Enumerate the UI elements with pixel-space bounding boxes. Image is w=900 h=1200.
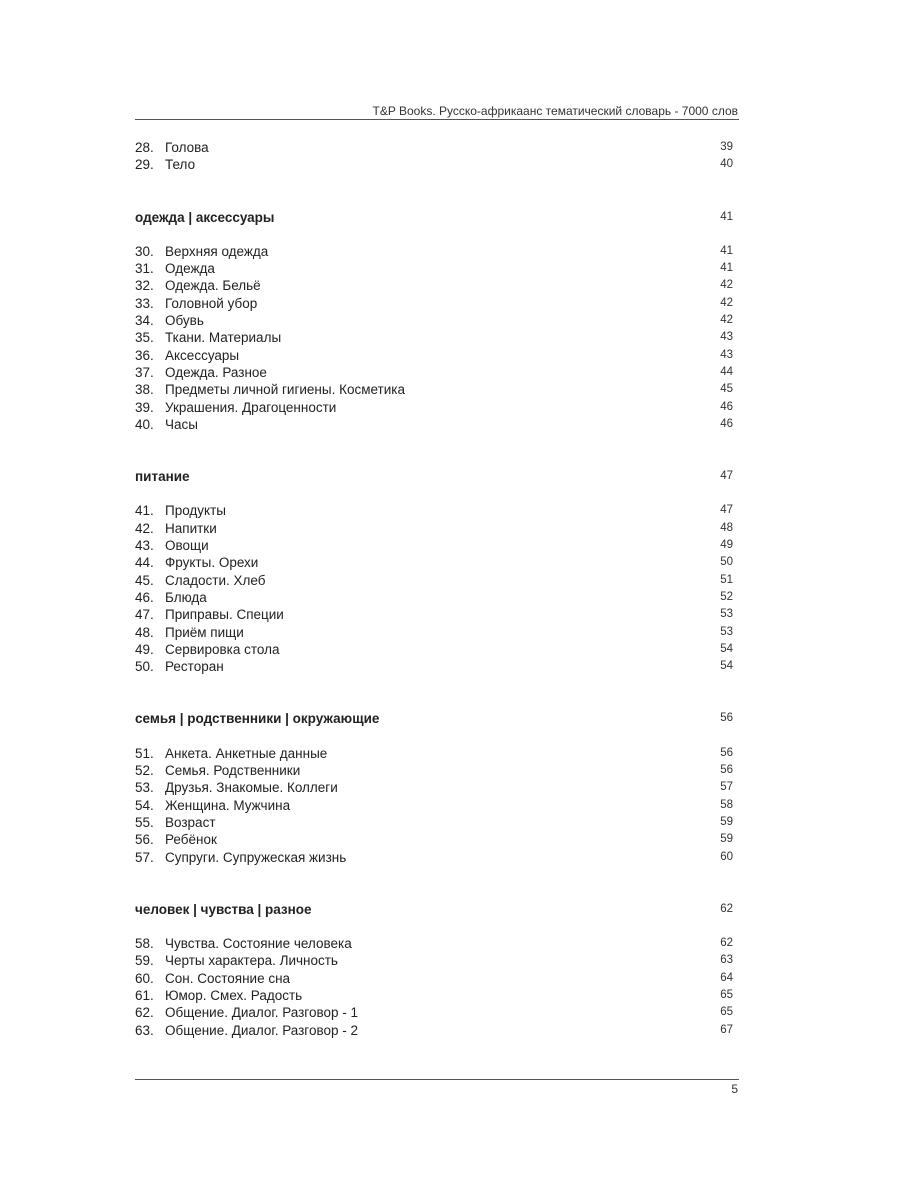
toc-entry-title: Блюда (165, 589, 207, 605)
toc-section-title: человек | чувства | разное (135, 901, 312, 917)
toc-entry-number: 32. (135, 278, 154, 294)
toc-entry-number: 60. (135, 970, 154, 986)
toc-entry (135, 779, 733, 796)
toc-entry-title: Юмор. Смех. Радость (165, 987, 303, 1003)
toc-section-title: одежда | аксессуары (135, 209, 275, 225)
toc-entry-page: 42 (720, 279, 733, 292)
toc-entry-page: 40 (720, 158, 733, 171)
toc-entry (135, 347, 733, 364)
toc-entry-page: 54 (720, 660, 733, 673)
toc-entry-number: 46. (135, 589, 154, 605)
toc-entry-page: 46 (720, 417, 733, 430)
header-title: T&P Books. Русско-африкаанс тематический словарь - 7000 слов (372, 104, 738, 118)
toc-entry (135, 952, 733, 969)
toc-entry-page: 51 (720, 573, 733, 586)
toc-entry-number: 28. (135, 140, 154, 155)
toc-entry-page: 67 (720, 1023, 733, 1036)
toc-entry-number: 56. (135, 832, 154, 848)
toc-entry-number: 55. (135, 814, 154, 830)
toc-entry-number: 30. (135, 243, 154, 259)
toc-entry (135, 381, 733, 398)
toc-entry-title: Чувства. Состояние человека (165, 936, 352, 952)
toc-entry-title: Ресторан (165, 659, 224, 675)
toc-entry-number: 62. (135, 1005, 154, 1021)
toc-entry-page: 41 (720, 244, 733, 257)
toc-entry-page: 53 (720, 608, 733, 621)
toc-entry-title: Сладости. Хлеб (165, 572, 266, 588)
toc-entry-number: 31. (135, 261, 154, 277)
toc-entry (135, 295, 733, 312)
toc-entry-title: Аксессуары (165, 347, 240, 363)
toc-entry (135, 589, 733, 606)
toc-entry (135, 312, 733, 329)
toc-entry-number: 41. (135, 503, 154, 519)
toc-section-page: 62 (720, 902, 733, 915)
toc-entry-number: 51. (135, 745, 154, 761)
toc-entry-page: 47 (720, 504, 733, 517)
toc-entry-page: 62 (720, 937, 733, 950)
header-rule (135, 119, 739, 120)
toc-entry (135, 156, 733, 173)
toc-entry-title: Общение. Диалог. Разговор - 2 (165, 1022, 358, 1038)
toc-entry-title: Продукты (165, 503, 226, 519)
toc-entry-page: 43 (720, 331, 733, 344)
toc-entry-title: Одежда. Разное (165, 364, 267, 380)
toc-entry-title: Ткани. Материалы (165, 330, 282, 346)
toc-entry-number: 43. (135, 538, 154, 554)
toc-entry-title: Возраст (165, 814, 216, 830)
toc-entry-number: 36. (135, 347, 154, 363)
toc-entry (135, 831, 733, 848)
toc-section-page: 56 (720, 712, 733, 725)
toc-entry (135, 520, 733, 537)
toc-entry-title: Анкета. Анкетные данные (165, 745, 328, 761)
toc-entry-number: 48. (135, 624, 154, 640)
toc-entry-page: 64 (720, 971, 733, 984)
toc-entry-page: 53 (720, 625, 733, 638)
toc-entry-page: 58 (720, 798, 733, 811)
toc-entry-page: 50 (720, 556, 733, 569)
toc-entry-page: 65 (720, 1006, 733, 1019)
toc-entry-number: 52. (135, 763, 154, 779)
toc-entry-title: Женщина. Мужчина (165, 797, 291, 813)
toc-entry-number: 54. (135, 797, 154, 813)
toc-entry-number: 29. (135, 157, 154, 173)
toc-entry-page: 41 (720, 262, 733, 275)
toc-entry (135, 745, 733, 762)
toc-entry-page: 65 (720, 988, 733, 1001)
toc-entry (135, 554, 733, 571)
toc-entry-page: 46 (720, 400, 733, 413)
toc-section-heading (135, 901, 733, 918)
toc-entry-page: 42 (720, 314, 733, 327)
toc-entry-page: 42 (720, 296, 733, 309)
toc-entry-number: 49. (135, 641, 154, 657)
toc-entry-number: 39. (135, 399, 154, 415)
toc-entry-title: Ребёнок (165, 832, 217, 848)
toc-entry-title: Овощи (165, 538, 209, 554)
toc-entry-title: Сон. Состояние сна (165, 970, 291, 986)
toc-entry-page: 59 (720, 833, 733, 846)
toc-entry-number: 58. (135, 936, 154, 952)
toc-entry-number: 59. (135, 953, 154, 969)
toc-section-page: 47 (720, 470, 733, 483)
toc-entry-title: Верхняя одежда (165, 243, 269, 259)
toc-entry-title: Обувь (165, 313, 204, 329)
toc-entry-number: 63. (135, 1022, 154, 1038)
toc-entry-title: Украшения. Драгоценности (165, 399, 337, 415)
toc-section-title: питание (135, 469, 190, 485)
toc-entry-title: Напитки (165, 520, 217, 536)
toc-entry (135, 260, 733, 277)
toc-entry-title: Приём пищи (165, 624, 244, 640)
toc-entry (135, 1004, 733, 1021)
toc-entry-page: 54 (720, 642, 733, 655)
toc-entry-page: 39 (720, 141, 733, 153)
toc-entry-title: Часы (165, 416, 198, 432)
toc-entry-page: 44 (720, 365, 733, 378)
toc-section-heading (135, 468, 733, 485)
toc-entry (135, 329, 733, 346)
toc-entry (135, 399, 733, 416)
toc-entry-number: 47. (135, 607, 154, 623)
toc-entry-page: 56 (720, 764, 733, 777)
page-number: 5 (731, 1082, 738, 1096)
toc-entry-number: 42. (135, 520, 154, 536)
toc-entry-number: 37. (135, 364, 154, 380)
table-of-contents (135, 139, 733, 1039)
toc-entry-number: 38. (135, 382, 154, 398)
toc-entry-title: Тело (165, 157, 196, 173)
toc-entry-number: 50. (135, 659, 154, 675)
toc-entry-title: Общение. Диалог. Разговор - 1 (165, 1005, 358, 1021)
toc-entry (135, 606, 733, 623)
toc-entry (135, 277, 733, 294)
toc-entry-page: 48 (720, 521, 733, 534)
toc-entry (135, 416, 733, 433)
toc-entry-number: 40. (135, 416, 154, 432)
toc-entry (135, 364, 733, 381)
toc-entry (135, 502, 733, 519)
toc-entry-page: 60 (720, 850, 733, 863)
toc-entry-title: Одежда (165, 261, 215, 277)
toc-entry (135, 935, 733, 952)
toc-entry (135, 572, 733, 589)
toc-entry-page: 63 (720, 954, 733, 967)
toc-entry-title: Одежда. Бельё (165, 278, 261, 294)
toc-entry-title: Супруги. Супружеская жизнь (165, 849, 347, 865)
toc-entry-page: 56 (720, 746, 733, 759)
toc-entry-page: 52 (720, 590, 733, 603)
toc-entry (135, 641, 733, 658)
toc-entry-title: Головной убор (165, 295, 258, 311)
toc-entry (135, 658, 733, 675)
toc-entry (135, 537, 733, 554)
toc-entry-page: 45 (720, 383, 733, 396)
toc-entry-number: 33. (135, 295, 154, 311)
toc-entry-title: Черты характера. Личность (165, 953, 338, 969)
toc-entry-page: 57 (720, 781, 733, 794)
toc-entry (135, 987, 733, 1004)
toc-entry-page: 59 (720, 815, 733, 828)
toc-entry (135, 970, 733, 987)
toc-entry (135, 797, 733, 814)
toc-entry-number: 34. (135, 313, 154, 329)
toc-entry-number: 61. (135, 987, 154, 1003)
toc-entry (135, 814, 733, 831)
toc-entry-title: Друзья. Знакомые. Коллеги (165, 780, 338, 796)
toc-entry-number: 57. (135, 849, 154, 865)
toc-entry-title: Сервировка стола (165, 641, 280, 657)
toc-entry (135, 849, 733, 866)
toc-entry-title: Голова (165, 140, 209, 155)
toc-entry-number: 45. (135, 572, 154, 588)
toc-section-title: семья | родственники | окружающие (135, 711, 380, 727)
toc-entry-title: Фрукты. Орехи (165, 555, 259, 571)
toc-entry-number: 53. (135, 780, 154, 796)
toc-entry-number: 35. (135, 330, 154, 346)
toc-entry-page: 43 (720, 348, 733, 361)
toc-entry (135, 139, 733, 156)
toc-section-heading (135, 710, 733, 727)
footer-rule (135, 1079, 739, 1080)
toc-entry-title: Приправы. Специи (165, 607, 284, 623)
toc-entry (135, 762, 733, 779)
toc-section-page: 41 (720, 210, 733, 223)
toc-entry-page: 49 (720, 539, 733, 552)
toc-section-heading (135, 209, 733, 226)
toc-entry-title: Семья. Родственники (165, 763, 301, 779)
toc-entry-number: 44. (135, 555, 154, 571)
toc-entry (135, 624, 733, 641)
toc-entry (135, 1022, 733, 1039)
toc-entry-title: Предметы личной гигиены. Косметика (165, 382, 405, 398)
toc-entry (135, 243, 733, 260)
